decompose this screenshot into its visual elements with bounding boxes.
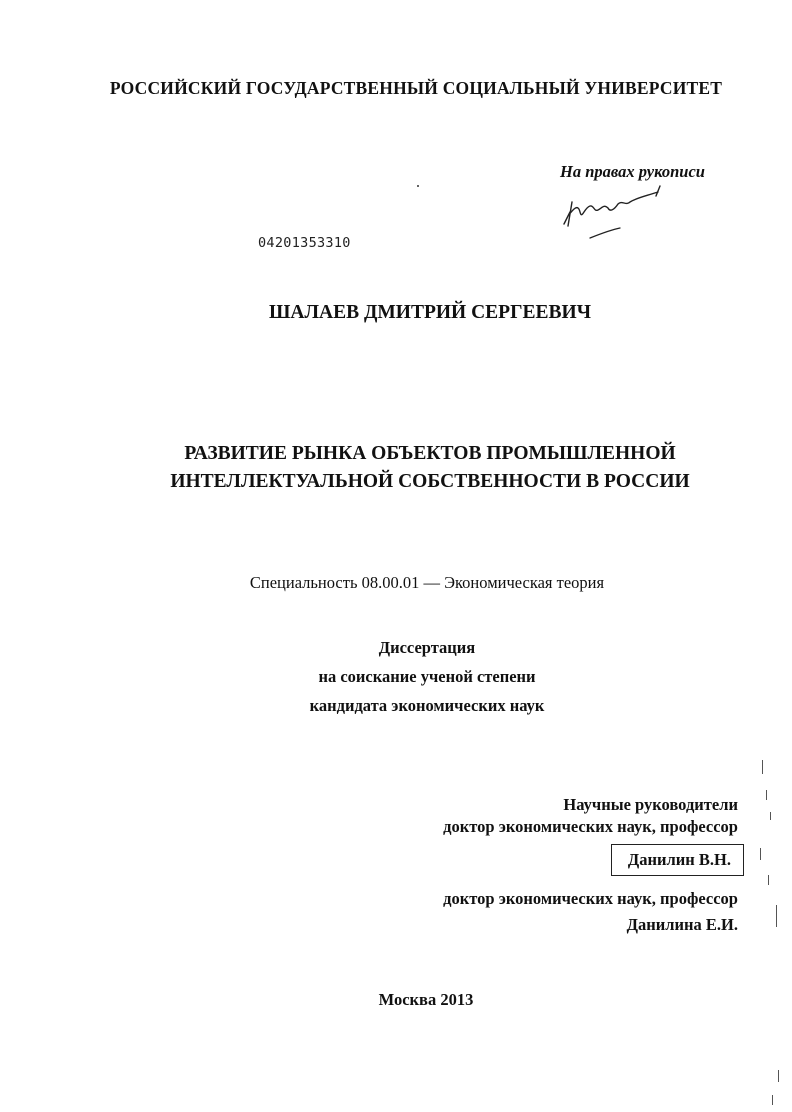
scan-edge-mark (766, 790, 767, 800)
scan-speck (417, 185, 419, 187)
scan-edge-mark (768, 875, 769, 885)
supervisor-2-name: Данилина Е.И. (626, 915, 738, 934)
supervisor-1-row (443, 838, 738, 882)
barcode-number: 04201353310 (258, 235, 351, 251)
scan-edge-mark (772, 1095, 773, 1105)
scan-edge-mark (760, 848, 761, 860)
supervisors-block (443, 794, 738, 936)
title-line-1: РАЗВИТИЕ РЫНКА ОБЪЕКТОВ ПРОМЫШЛЕННОЙ (184, 443, 676, 464)
scan-edge-mark (770, 812, 771, 820)
author-name: ШАЛАЕВ ДМИТРИЙ СЕРГЕЕВИЧ (268, 302, 592, 323)
degree-line-2: на соискание ученой степени (318, 667, 536, 686)
supervisor-1-degree: доктор экономических наук, профессор (443, 817, 738, 836)
supervisor-1-name: Данилин В.Н. (611, 844, 744, 876)
university-name: РОССИЙСКИЙ ГОСУДАРСТВЕННЫЙ СОЦИАЛЬНЫЙ УНИВЕРСИТЕТ (109, 78, 723, 98)
degree-line-3: кандидата экономических наук (309, 696, 545, 715)
scan-edge-mark (778, 1070, 779, 1082)
manuscript-note: На правах рукописи (560, 162, 705, 181)
degree-statement (0, 633, 792, 720)
title-line-2: ИНТЕЛЛЕКТУАЛЬНОЙ СОБСТВЕННОСТИ В РОССИИ (170, 471, 690, 492)
scan-edge-mark (776, 905, 777, 927)
supervisor-2-degree: доктор экономических наук, профессор (443, 889, 738, 908)
dissertation-title (0, 440, 792, 496)
scan-edge-mark (762, 760, 763, 774)
handwritten-signature (560, 182, 680, 244)
degree-line-1: Диссертация (378, 638, 476, 657)
city-year: Москва 2013 (378, 990, 474, 1009)
supervisors-heading: Научные руководители (563, 795, 738, 814)
specialty: Специальность 08.00.01 — Экономическая теория (249, 573, 605, 592)
